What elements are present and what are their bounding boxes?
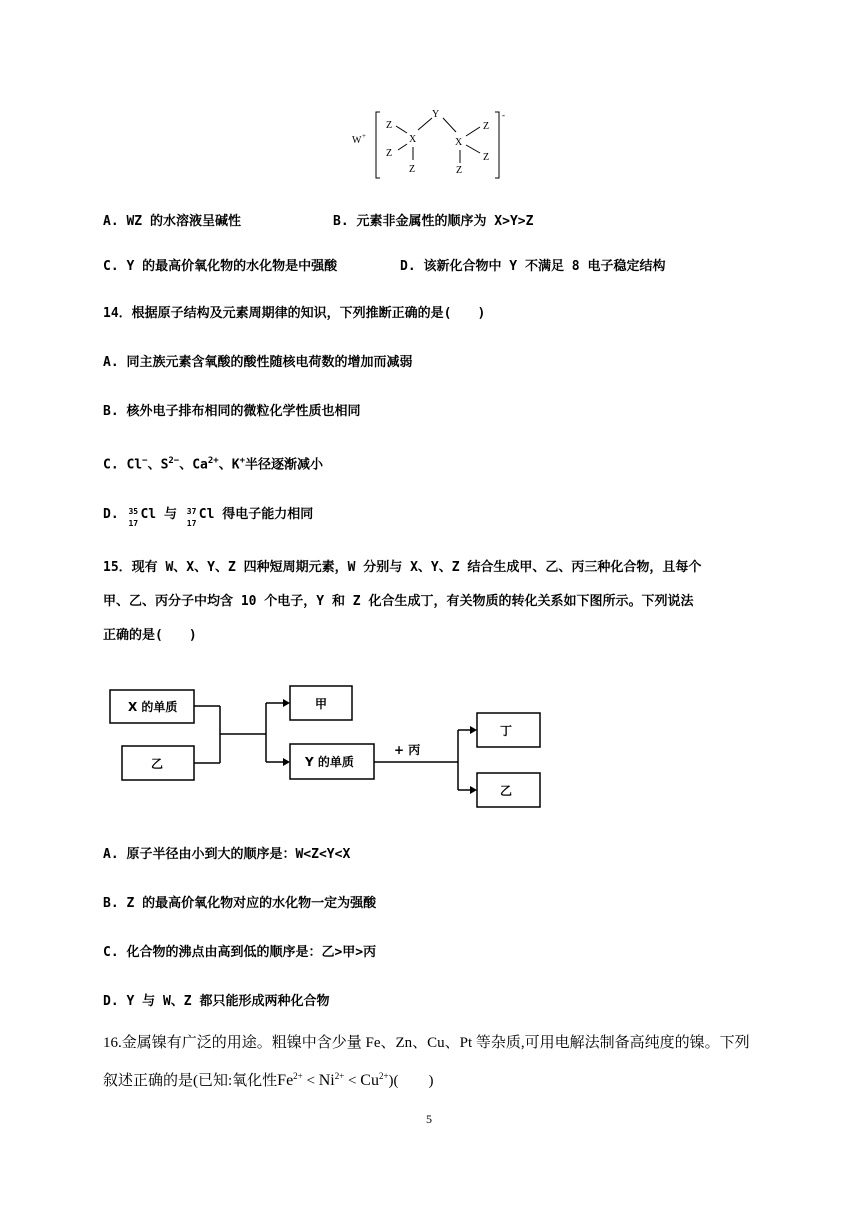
ligand-atom: Z [456,165,463,176]
ligand-atom: Z [483,121,490,132]
q14-option-d [103,505,314,528]
q16-ni: Ni [318,1072,335,1089]
ligand-atom: Z [386,120,393,131]
q14-c-suffix: 半径逐渐减小 [244,457,323,473]
q16-fe: Fe [277,1072,294,1089]
q14-d-el2: Cl 得电子能力相同 [198,507,314,522]
q16-stem-line-1: 16.金属镍有广泛的用途。粗镍中含少量 Fe、Zn、Cu、Pt 等杂质,可用电解法制备高纯度的镍。下列 [103,1035,750,1051]
q16-line2-suffix: )( ) [388,1073,434,1089]
q13-option-b: B. 元素非金属性的顺序为 X>Y>Z [333,214,534,229]
flow-y-element: Y 的单质 [305,755,354,769]
flow-x-element: X 的单质 [128,700,178,714]
ligand-atom: Z [409,164,416,175]
q15-stem-line-3: 正确的是( ) [103,628,197,643]
flow-ding: 丁 [500,724,513,738]
q14-c-ca: 、Ca [179,457,208,473]
q15-stem-line-1: 15．现有 W、X、Y、Z 四种短周期元素，W 分别与 X、Y、Z 结合生成甲、乙、丙三种化合物，且每个 [103,560,702,575]
q14-option-a: A. 同主族元素含氧酸的酸性随核电荷数的增加而减弱 [103,355,413,370]
q14-option-b: B. 核外电子排布相同的微粒化学性质也相同 [103,404,361,419]
q16-line2-prefix: 叙述正确的是(已知:氧化性 [103,1073,278,1089]
q15-stem-line-2: 甲、乙、丙分子中均含 10 个电子，Y 和 Z 化合生成丁，有关物质的转化关系如下图所示。下列说法 [103,594,694,609]
q16-stem-line-2 [103,1066,434,1091]
q15-option-c: C. 化合物的沸点由高到低的顺序是：乙>甲>丙 [103,945,377,960]
center-atom-left: X [409,134,417,145]
isotope-notation: 37 17 [186,507,197,528]
q13-option-a: A. WZ 的水溶液呈碱性 [103,214,241,229]
isotope-notation: 35 17 [128,507,139,528]
q15-option-a: A. 原子半径由小到大的顺序是：W<Z<Y<X [103,847,351,862]
q16-cu: Cu [360,1072,379,1089]
cation-charge: + [362,132,366,140]
q14-option-c [103,451,323,475]
flow-yi: 乙 [151,757,164,771]
q16-fe-charge: 2+ [293,1071,303,1081]
q14-stem: 14．根据原子结构及元素周期律的知识，下列推断正确的是( ) [103,306,486,321]
q14-d-el1: Cl 与 [140,507,177,522]
flow-plus-bing: + 丙 [394,743,421,757]
q15-option-b: B. Z 的最高价氧化物对应的水化物一定为强酸 [103,896,377,911]
ligand-atom: Z [483,152,490,163]
flow-yi-output: 乙 [500,784,513,798]
anion-charge: - [502,110,505,120]
q13-option-d: D. 该新化合物中 Y 不满足 8 电子稳定结构 [400,259,666,274]
q14-c-prefix: C. Cl [103,457,143,473]
less-than-sign: < [302,1073,319,1089]
q14-c-s: 、S [147,457,169,473]
q14-d-prefix: D. [103,507,119,522]
q16-cu-charge: 2+ [378,1071,389,1081]
q14-c-k-charge: + [239,456,245,466]
cation-symbol: W [352,135,362,146]
bridge-atom: Y [432,109,440,120]
q14-c-cl-charge: − [142,456,148,466]
center-atom-right: X [455,137,463,148]
q14-c-ca-charge: 2+ [207,456,219,466]
ligand-atom: Z [386,148,393,159]
conversion-flow-diagram [0,675,860,835]
flow-jia: 甲 [315,697,328,711]
q16-ni-charge: 2+ [334,1071,345,1081]
less-than-sign: < [344,1073,361,1089]
q15-option-d: D. Y 与 W、Z 都只能形成两种化合物 [103,994,330,1009]
q14-c-k: 、K [218,457,240,473]
q13-option-c: C. Y 的最高价氧化物的水化物是中强酸 [103,259,338,274]
q14-c-s-charge: 2− [168,456,180,466]
page-number: 5 [426,1112,432,1126]
